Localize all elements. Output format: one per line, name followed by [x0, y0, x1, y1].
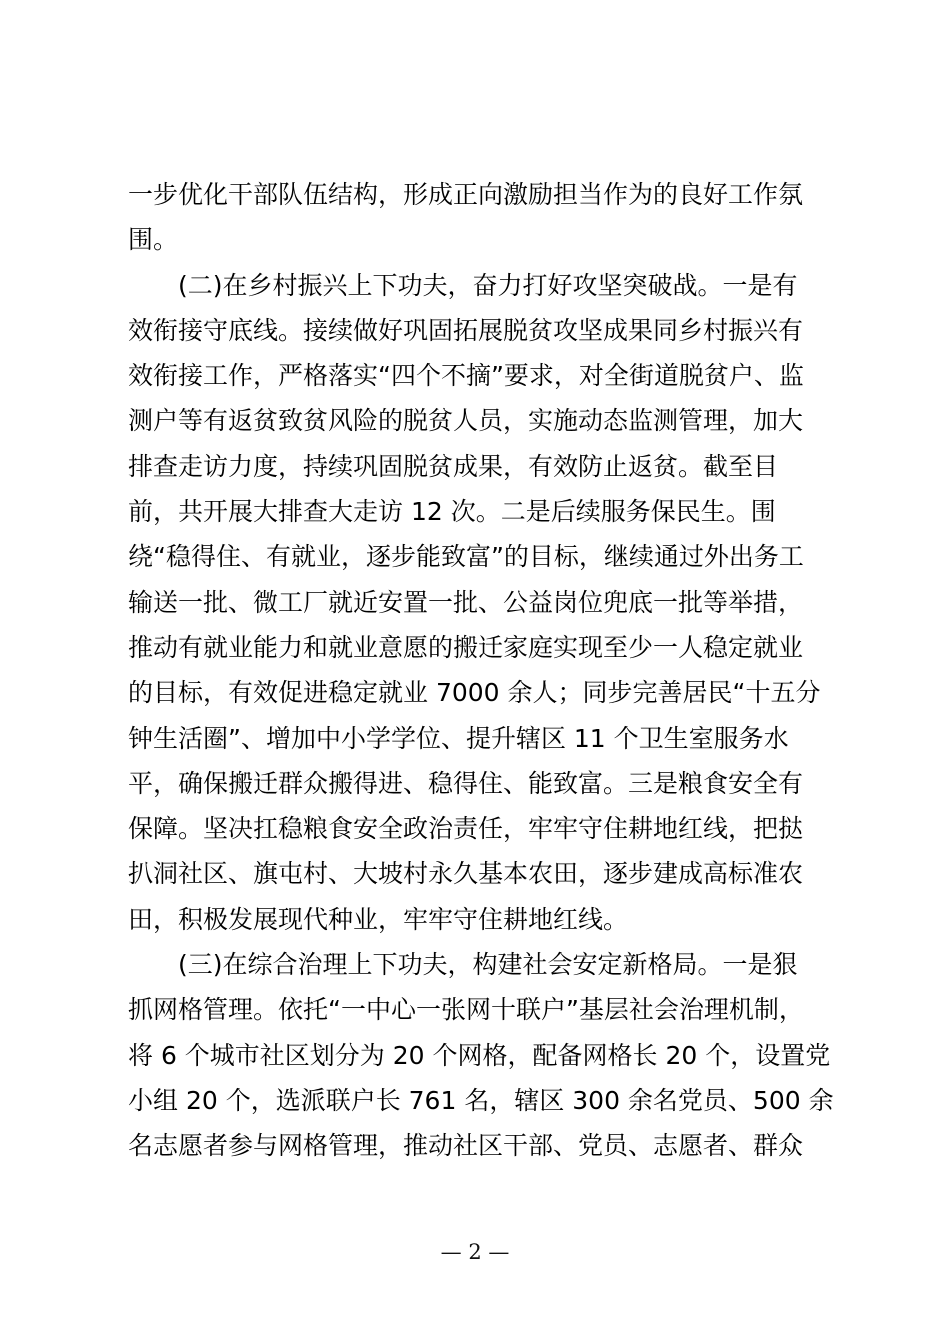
text-line: 抓网格管理。依托“一中心一张网十联户”基层社会治理机制， — [128, 995, 804, 1025]
text-line: 推动有就业能力和就业意愿的搬迁家庭实现至少一人稳定就业 — [128, 632, 804, 662]
text-line: 将 6 个城市社区划分为 20 个网格，配备网格长 20 个，设置党 — [128, 1040, 831, 1070]
text-line: 效衔接工作，严格落实“四个不摘”要求，对全街道脱贫户、监 — [128, 361, 804, 391]
paragraph-start-line: (三)在综合治理上下功夫，构建社会安定新格局。一是狠 — [178, 950, 798, 980]
text-line: 小组 20 个，选派联户长 761 名，辖区 300 余名党员、500 余 — [128, 1085, 834, 1115]
text-line: 的目标，有效促进稳定就业 7000 余人；同步完善居民“十五分 — [128, 678, 821, 708]
text-line: 绕“稳得住、有就业，逐步能致富”的目标，继续通过外出务工 — [128, 542, 804, 572]
text-line: 前，共开展大排查大走访 12 次。二是后续服务保民生。围 — [128, 497, 776, 527]
text-line: 测户等有返贫致贫风险的脱贫人员，实施动态监测管理，加大 — [128, 406, 804, 436]
text-line: 排查走访力度，持续巩固脱贫成果，有效防止返贫。截至目 — [128, 451, 779, 481]
text-line: 围。 — [128, 225, 179, 255]
text-line: 一步优化干部队伍结构，形成正向激励担当作为的良好工作氛 — [128, 180, 804, 209]
text-line: 钟生活圈”、增加中小学学位、提升辖区 11 个卫生室服务水 — [128, 723, 789, 753]
paragraph-start-line: (二)在乡村振兴上下功夫，奋力打好攻坚突破战。一是有 — [178, 270, 798, 300]
text-line: 输送一批、微工厂就近安置一批、公益岗位兜底一批等举措， — [128, 587, 804, 617]
text-line: 扒洞社区、旗屯村、大坡村永久基本农田，逐步建成高标准农 — [128, 859, 804, 889]
text-line: 保障。坚决扛稳粮食安全政治责任，牢牢守住耕地红线，把挞 — [128, 814, 804, 844]
text-line: 田，积极发展现代种业，牢牢守住耕地红线。 — [128, 904, 629, 934]
text-line: 效衔接守底线。接续做好巩固拓展脱贫攻坚成果同乡村振兴有 — [128, 315, 804, 345]
text-line: 名志愿者参与网格管理，推动社区干部、党员、志愿者、群众 — [128, 1131, 804, 1161]
page-number: — 2 — — [440, 1240, 510, 1264]
text-line: 平，确保搬迁群众搬得进、稳得住、能致富。三是粮食安全有 — [128, 768, 804, 798]
document-body — [128, 172, 838, 1169]
